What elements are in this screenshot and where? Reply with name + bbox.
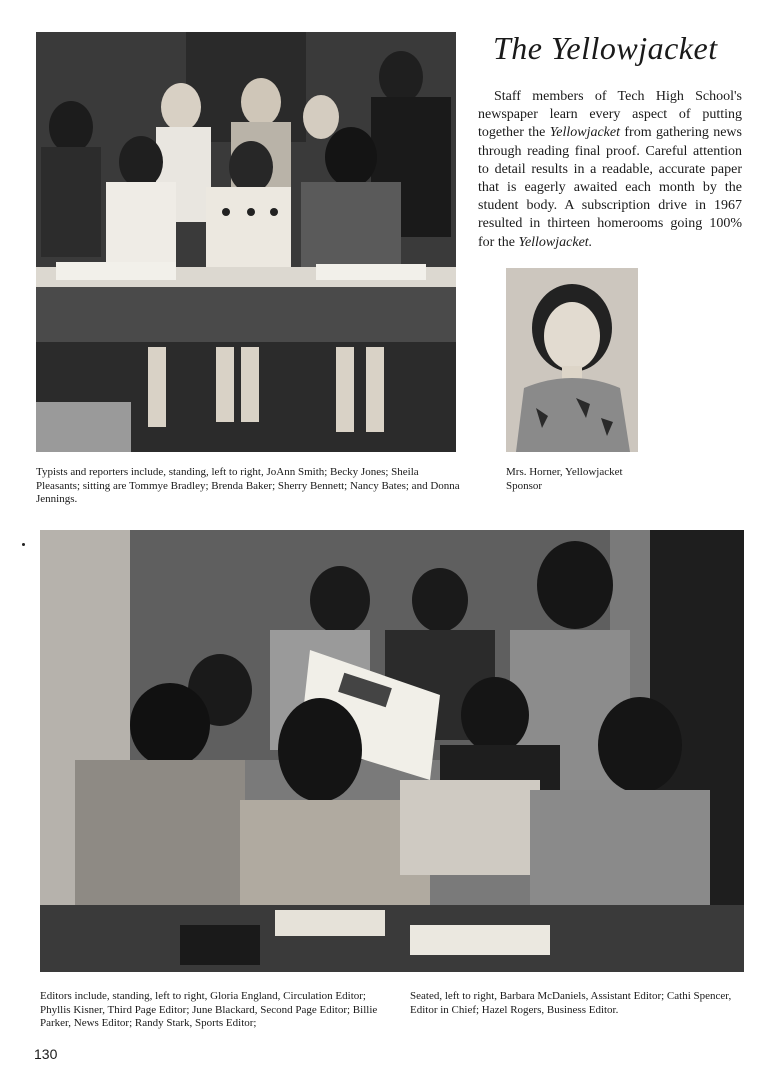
typists-reporters-caption: Typists and reporters include, standing, left to right, JoAnn Smith; Becky Jones; Sheila Pleasants; sitting are Tommye Bradley; Brenda Baker; Sherry Bennett; Nancy Bates; and Donna Jennings. [36, 466, 460, 505]
editors-seated-caption: Seated, left to right, Barbara McDaniels, Assistant Editor; Cathi Spencer, Editor in Chief; Hazel Rogers, Business Editor. [410, 990, 732, 1016]
sponsor-caption: Mrs. Horner, Yellowjacket Sponsor [506, 466, 623, 492]
intro-paragraph [478, 88, 742, 252]
page-title: The Yellowjacket [493, 30, 718, 66]
sponsor-portrait-photo [506, 268, 638, 452]
editors-photo [40, 530, 744, 972]
editors-standing-caption: Editors include, standing, left to right, Gloria England, Circulation Editor; Phyllis Kisner, Third Page Editor; June Blackard, Second Page Editor; Billie Parker, News Editor; Randy Stark, Sports Editor; [40, 990, 378, 1029]
intro-text-2: from gathering news through reading final proof. Careful attention to detail results in a readable, accurate paper that is eagerly awaited each month by the student body. A subscription drive in 1967 resulted in thirteen homerooms going 100% for the [478, 125, 742, 250]
intro-italic-yellowjacket-1: Yellowjacket [549, 125, 620, 141]
typists-reporters-photo [36, 32, 456, 452]
intro-text-1: Staff members of Tech High School's newspaper learn every aspect of putting together the [478, 89, 742, 141]
intro-italic-yellowjacket-2: Yellowjacket. [518, 234, 593, 250]
page-number: 130 [34, 1046, 58, 1062]
stray-mark [22, 543, 25, 546]
